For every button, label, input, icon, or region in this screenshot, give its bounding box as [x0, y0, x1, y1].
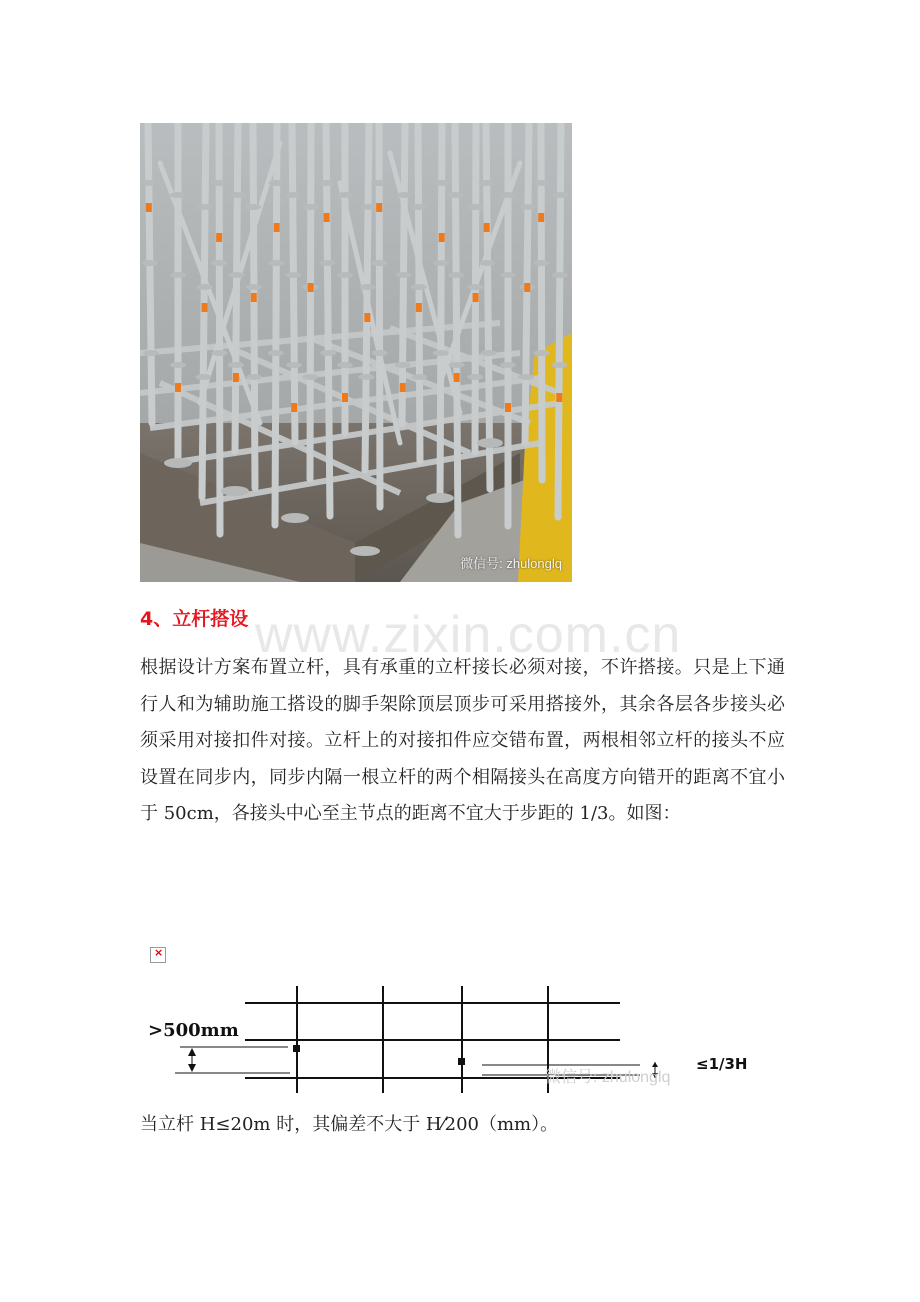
scaffold-photo [140, 123, 572, 582]
joint-offset-diagram [140, 978, 760, 1093]
broken-image-glyph: × [154, 946, 164, 959]
section-heading: 4、立杆搭设 [140, 608, 249, 630]
site-watermark: www.zixin.com.cn [255, 606, 682, 664]
caption-text: 当立杆 H≤20m 时，其偏差不大于 H⁄200（mm）。 [140, 1114, 559, 1135]
broken-image-icon [150, 947, 166, 963]
photo-watermark: 微信号: zhulonglq [460, 556, 562, 571]
section-paragraph: 根据设计方案布置立杆，具有承重的立杆接长必须对接，不许搭接。只是上下通行人和为辅助施工搭设的脚手架除顶层顶步可采用搭接外，其余各层各步接头必须采用对接扣件对接。立杆上的对接扣件应交错布置，两根相邻立杆的接头不应设置在同步内，同步内隔一根立杆的两个相隔接头在高度方向错开的距离不宜小于 50cm，各接头中心至主节点的距离不宜大于步距的 1/3。如图： [140, 657, 785, 824]
diagram-label-right: ≤1/3H [696, 1055, 748, 1073]
diagram-watermark: 微信号: zhulonglq [545, 1069, 671, 1086]
scaffold-illustration [140, 123, 572, 582]
diagram-label-left: >500mm [148, 1020, 239, 1041]
